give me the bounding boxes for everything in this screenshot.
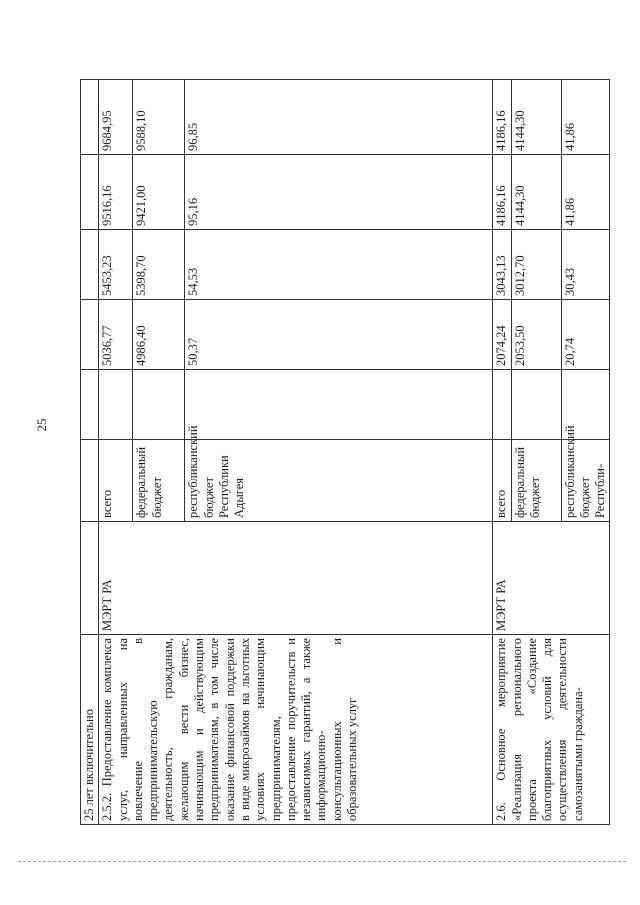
value-cell: 5398,70 xyxy=(133,230,185,300)
value-cell xyxy=(133,370,185,440)
source-cell: республиканский бюджет Республи- xyxy=(561,440,610,522)
value-cell: 50,37 xyxy=(185,300,493,370)
value-cell: 96,85 xyxy=(185,80,493,155)
executor-cell: МЭРТ РА xyxy=(99,522,493,635)
value-cell: 4144,30 xyxy=(511,80,561,155)
row-description: 2.5.2. Предоставление комплекса услуг, направленных на вовлечение в предпринимательскую деятельность, гражданам, желающим вести бизнес, начинающим и действующим предпринимателям, в том числе оказание финансовой поддержки в виде микрозаймов на льготных условиях начинающим предпринимателям, предоставление поручительств и независимых гарантий, а также информационно-консультационных и образовательных услуг xyxy=(99,635,493,825)
row-description: 2.6. Основное мероприятие «Реализация регионального проекта «Создание благоприятных условий для осуществления деятельности самозанятыми граждана- xyxy=(493,635,610,825)
value-cell: 3012,70 xyxy=(511,230,561,300)
source-cell: федеральный бюджет xyxy=(133,440,185,522)
table-row xyxy=(493,80,511,825)
executor-cell: МЭРТ РА xyxy=(493,522,610,635)
value-cell: 4186,16 xyxy=(493,155,511,230)
rotated-table-container xyxy=(80,80,608,825)
value-cell: 41,86 xyxy=(561,80,610,155)
value-cell xyxy=(493,370,511,440)
value-cell: 9516,16 xyxy=(99,155,133,230)
value-cell: 95,16 xyxy=(185,155,493,230)
value-cell: 4186,16 xyxy=(493,80,511,155)
value-cell: 54,53 xyxy=(185,230,493,300)
budget-table xyxy=(80,79,610,825)
value-cell: 2053,50 xyxy=(511,300,561,370)
value-cell: 3043,13 xyxy=(493,230,511,300)
value-cell: 5036,77 xyxy=(99,300,133,370)
source-cell: федеральный бюджет xyxy=(511,440,561,522)
value-cell: 41,86 xyxy=(561,155,610,230)
value-cell xyxy=(511,370,561,440)
value-cell: 5453,23 xyxy=(99,230,133,300)
page-number: 25 xyxy=(34,418,49,432)
source-cell: всего xyxy=(99,440,133,522)
value-cell xyxy=(99,370,133,440)
value-cell: 4144,30 xyxy=(511,155,561,230)
table-row xyxy=(99,80,133,825)
value-cell: 30,43 xyxy=(561,230,610,300)
value-cell: 20,74 xyxy=(561,300,610,370)
value-cell: 9588,10 xyxy=(133,80,185,155)
source-cell: республиканский бюджет Республики Адыгея xyxy=(185,440,493,522)
value-cell: 9684,95 xyxy=(99,80,133,155)
value-cell: 9421,00 xyxy=(133,155,185,230)
scan-artifact-line xyxy=(18,861,626,862)
row-description: 25 лет включительно xyxy=(81,635,99,825)
value-cell: 4986,40 xyxy=(133,300,185,370)
value-cell: 2074,24 xyxy=(493,300,511,370)
value-cell xyxy=(185,370,493,440)
table-row xyxy=(81,80,99,825)
source-cell: всего xyxy=(493,440,511,522)
